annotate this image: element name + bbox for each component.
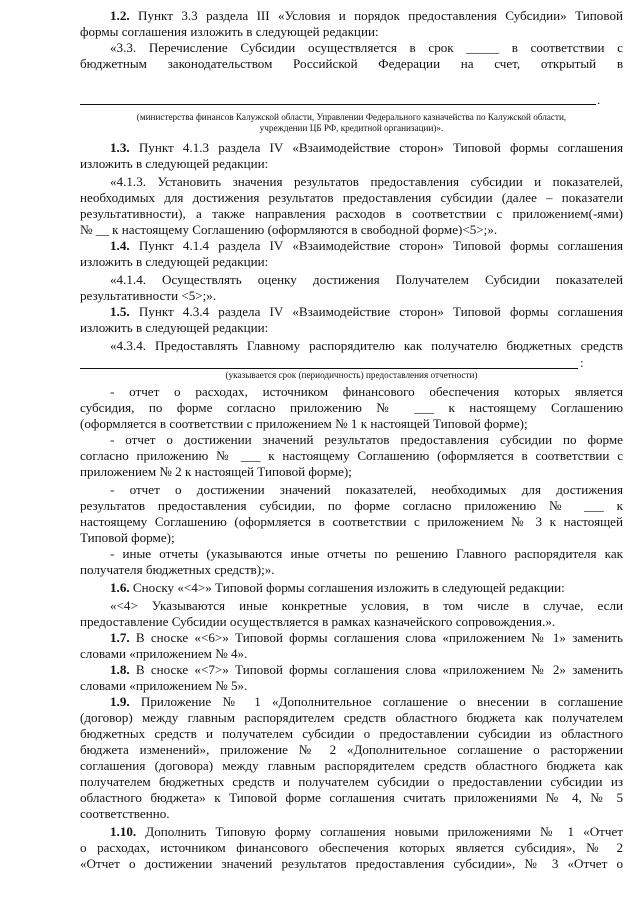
text-line [110,580,623,596]
text-line [80,24,623,40]
text-line [110,432,623,448]
text-line [80,514,623,530]
clause-number: 1.2. [110,8,130,23]
line-text: Пункт 3.3 раздела III «Условия и порядок предоставления Субсидии» Типовой [129,8,623,23]
blank-line-end-dot: . [597,92,601,107]
text-line [110,304,623,320]
text-line [80,726,623,742]
line-text: бюджетных средств и получателем субсидии о предоставлении субсидии из областного [80,726,623,741]
text-line [80,806,623,822]
line-text: - отчет о расходах, источником финансового обеспечения которых является [110,384,623,399]
clause-number: 1.7. [110,630,130,645]
text-line [110,174,623,190]
text-line [110,40,623,56]
line-text: (оформляется в соответствии с приложением № 1 к настоящей Типовой форме); [80,416,528,431]
line-text: словами «приложением № 5». [80,678,248,693]
text-line [80,646,623,662]
line-text: согласно приложению № ___ к настоящему Соглашению (оформляется в соответствии с [80,448,623,463]
text-line [110,338,623,354]
text-line [80,464,623,480]
text-line [80,448,623,464]
blank-line-bank [80,104,596,105]
line-text: получателя бюджетных средств);». [80,562,275,577]
text-line [110,384,623,400]
text-line [80,710,623,726]
text-line [80,206,623,222]
line-text: субсидия, по форме согласно приложению № ___ к настоящему Соглашению [80,400,623,415]
line-text: предоставление Субсидии осуществляется в рамках казначейского сопровождения.». [80,614,556,629]
line-text: учреждении ЦБ РФ, кредитной организации)». [259,123,444,133]
text-line [80,288,623,304]
line-text: Сноску «<4>» Типовой формы соглашения изложить в следующей редакции: [129,580,565,595]
line-text: Приложение № 1 «Дополнительное соглашение о внесении в соглашение [129,694,623,709]
line-text: В сноске «<6>» Типовой формы соглашения слова «приложением № 1» заменить [129,630,623,645]
text-line [110,694,623,710]
line-text: необходимых для достижения результатов предоставления субсидии (далее – показатели [80,190,623,205]
line-text: результатов предоставления субсидии, по форме согласно приложению № ___ к [80,498,623,513]
line-text: результативности <5>;». [80,288,217,303]
line-text: «3.3. Перечисление Субсидии осуществляется в срок _____ в соответствии с [110,40,623,55]
text-line [80,498,623,514]
text-line [110,238,623,254]
line-text: «4.1.4. Осуществлять оценку достижения Получателем Субсидии показателей [110,272,623,287]
text-line [110,482,623,498]
text-line [80,742,623,758]
blank-line-period [80,368,578,369]
line-text: словами «приложением № 4». [80,646,248,661]
line-text: соответственно. [80,806,170,821]
line-text: Пункт 4.1.3 раздела IV «Взаимодействие сторон» Типовой формы соглашения [129,140,623,155]
text-line [80,790,623,806]
text-line [110,8,623,24]
line-text: «<4> Указываются иные конкретные условия, в том числе в случае, если [110,598,623,613]
line-text: бюджета изменений», приложение № 2 «Дополнительное соглашение о расторжении [80,742,623,757]
line-text: областного бюджета» к Типовой форме соглашения считать приложениями № 4, № 5 [80,790,623,805]
line-text: - отчет о достижении значений показателей, необходимых для достижения [110,482,623,497]
line-text: «4.3.4. Предоставлять Главному распорядителю как получателю бюджетных средств [110,338,623,353]
line-text: № __ к настоящему Соглашению (оформляются в свободной форме)<5>;». [80,222,498,237]
line-text: получателем бюджетных средств и получателем субсидии о предоставлении субсидии из [80,774,623,789]
line-text: о расходах, источником финансового обеспечения которых является субсидия», № 2 [80,840,623,855]
clause-number: 1.5. [110,304,130,319]
text-line [80,758,623,774]
line-text: - отчет о достижении значений результатов предоставления субсидии по форме [110,432,623,447]
line-text: приложением № 2 к настоящей Типовой форме); [80,464,352,479]
clause-number: 1.8. [110,662,130,677]
line-text: Дополнить Типовую форму соглашения новыми приложениями № 1 «Отчет [136,824,623,839]
line-text: бюджетным законодательством Российской Федерации на счет, открытый в [80,56,623,71]
text-line [80,840,623,856]
clause-number: 1.10. [110,824,137,839]
clause-number: 1.4. [110,238,130,253]
caption-line [80,112,623,123]
line-text: Пункт 4.3.4 раздела IV «Взаимодействие сторон» Типовой формы соглашения [129,304,623,319]
line-text: Пункт 4.1.4 раздела IV «Взаимодействие сторон» Типовой формы соглашения [129,238,623,253]
line-text: изложить в следующей редакции: [80,320,269,335]
text-line [80,856,623,872]
text-line [110,140,623,156]
text-line [110,662,623,678]
line-text: «4.1.3. Установить значения результатов предоставления субсидии и показателей, [110,174,623,189]
text-line [80,400,623,416]
text-line [80,614,623,630]
text-line [80,530,623,546]
caption-line [80,370,623,381]
text-line [110,630,623,646]
text-line [80,562,623,578]
line-text: В сноске «<7>» Типовой формы соглашения слова «приложением № 2» заменить [129,662,623,677]
line-text: (указывается срок (периодичность) предоставления отчетности) [225,370,478,380]
text-line [80,254,623,270]
clause-number: 1.3. [110,140,130,155]
text-line [110,598,623,614]
line-text: изложить в следующей редакции: [80,254,269,269]
line-text: формы соглашения изложить в следующей редакции: [80,24,379,39]
line-text: соглашения (договора) между главным распорядителем средств областного бюджета как [80,758,623,773]
clause-number: 1.9. [110,694,130,709]
text-line [80,416,623,432]
text-line [110,272,623,288]
text-line [110,546,623,562]
line-text: (договор) между главным распорядителем средств областного бюджета как получателем [80,710,623,725]
blank-line-end-colon: : [580,355,584,370]
text-line [80,56,623,72]
text-line [80,190,623,206]
text-line [80,320,623,336]
line-text: - иные отчеты (указываются иные отчеты по решению Главного распорядителя как [110,546,623,561]
caption-line [80,123,623,134]
line-text: результативности), а также направления расходов в соответствии с приложением(-ями) [80,206,623,221]
line-text: Типовой форме); [80,530,175,545]
clause-number: 1.6. [110,580,130,595]
text-line [110,824,623,840]
line-text: изложить в следующей редакции: [80,156,269,171]
text-line [80,156,623,172]
text-line [80,222,623,238]
text-line [80,774,623,790]
text-line [80,678,623,694]
line-text: (министерства финансов Калужской области, Управлении Федерального казначейства по Калужской области, [136,112,567,122]
line-text: настоящему Соглашению (оформляется в соответствии с приложением № 3 к настоящей [80,514,623,529]
line-text: «Отчет о достижении значений результатов предоставления субсидии», № 3 «Отчет о [80,856,623,871]
